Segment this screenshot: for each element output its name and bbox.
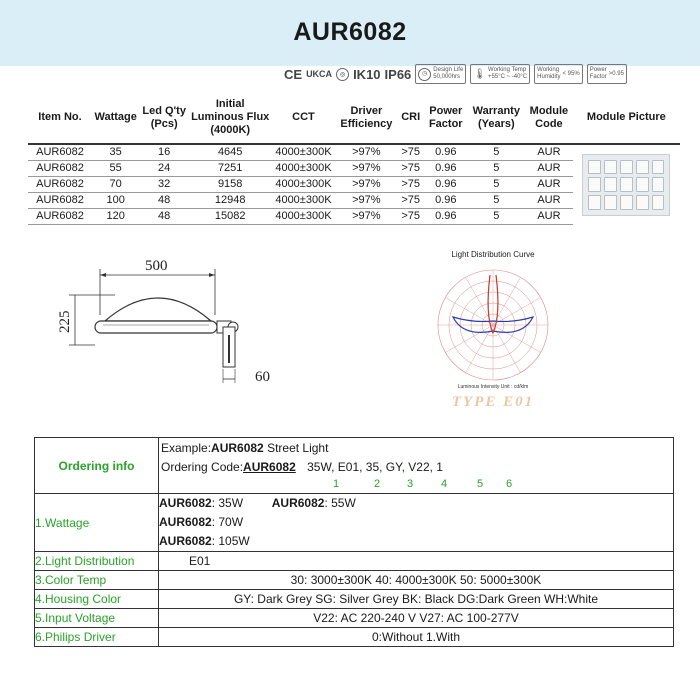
cell-flux: 12948 bbox=[189, 193, 272, 209]
cell-warranty: 5 bbox=[467, 144, 525, 161]
cell-item: AUR6082 bbox=[28, 177, 92, 193]
color-temp-row bbox=[35, 571, 674, 590]
code-position-numbers: 1 2 3 4 5 6 bbox=[333, 478, 513, 490]
cell-driver-eff: >97% bbox=[335, 177, 397, 193]
cell-flux: 7251 bbox=[189, 161, 272, 177]
cell-led-qty: 48 bbox=[139, 209, 189, 225]
cell-item: AUR6082 bbox=[28, 209, 92, 225]
arm-dimension: 60 bbox=[255, 369, 270, 385]
cell-cri: >75 bbox=[397, 193, 424, 209]
cell-warranty: 5 bbox=[467, 177, 525, 193]
housing-color-label: 4.Housing Color bbox=[35, 590, 159, 609]
spec-header-row bbox=[28, 92, 680, 144]
input-voltage-value: V22: AC 220-240 V V27: AC 100-277V bbox=[159, 609, 674, 628]
col-item-no: Item No. bbox=[28, 92, 92, 144]
working-humidity-badge: Working Humidity < 95% bbox=[534, 64, 583, 84]
cell-pf: 0.96 bbox=[424, 193, 467, 209]
table-row bbox=[28, 144, 680, 161]
design-life-badge: ◷ Design Life 50,000hrs bbox=[415, 64, 466, 84]
cell-cri: >75 bbox=[397, 144, 424, 161]
cell-item: AUR6082 bbox=[28, 144, 92, 161]
cell-module-code: AUR bbox=[525, 209, 572, 225]
cell-module-code: AUR bbox=[525, 161, 572, 177]
cell-module-code: AUR bbox=[525, 144, 572, 161]
cell-pf: 0.96 bbox=[424, 161, 467, 177]
cell-driver-eff: >97% bbox=[335, 209, 397, 225]
width-dimension: 500 bbox=[145, 258, 168, 274]
light-distribution-row bbox=[35, 552, 674, 571]
col-cct: CCT bbox=[271, 92, 335, 144]
cell-led-qty: 32 bbox=[139, 177, 189, 193]
cell-module-code: AUR bbox=[525, 193, 572, 209]
light-curve-title: Light Distribution Curve bbox=[451, 250, 535, 259]
col-wattage: Wattage bbox=[92, 92, 139, 144]
color-temp-value: 30: 3000±300K 40: 4000±300K 50: 5000±300K bbox=[159, 571, 674, 590]
dimension-drawing bbox=[55, 255, 305, 385]
cell-item: AUR6082 bbox=[28, 193, 92, 209]
color-temp-label: 3.Color Temp bbox=[35, 571, 159, 590]
input-voltage-row bbox=[35, 609, 674, 628]
cell-flux: 15082 bbox=[189, 209, 272, 225]
cell-pf: 0.96 bbox=[424, 144, 467, 161]
cell-cct: 4000±300K bbox=[271, 209, 335, 225]
cell-led-qty: 48 bbox=[139, 193, 189, 209]
ik10-mark: IK10 bbox=[353, 66, 381, 82]
ordering-info-content bbox=[159, 438, 674, 494]
cell-driver-eff: >97% bbox=[335, 193, 397, 209]
col-module-code: Module Code bbox=[525, 92, 572, 144]
example-line: Example:AUR6082 Street Light bbox=[161, 441, 329, 455]
philips-driver-value: 0:Without 1.With bbox=[159, 628, 674, 647]
round-cert-icon: ◎ bbox=[336, 68, 349, 81]
cell-pf: 0.96 bbox=[424, 209, 467, 225]
module-picture-cell bbox=[573, 144, 680, 225]
led-module-picture bbox=[582, 154, 670, 216]
cell-warranty: 5 bbox=[467, 193, 525, 209]
cell-driver-eff: >97% bbox=[335, 144, 397, 161]
cell-pf: 0.96 bbox=[424, 177, 467, 193]
cell-wattage: 100 bbox=[92, 193, 139, 209]
cell-cct: 4000±300K bbox=[271, 177, 335, 193]
col-luminous-flux: Initial Luminous Flux (4000K) bbox=[189, 92, 272, 144]
ordering-info-label: Ordering info bbox=[35, 438, 159, 494]
cell-wattage: 35 bbox=[92, 144, 139, 161]
wattage-values: AUR6082: 35W AUR6082: 55W AUR6082: 70W AUR6082: 105W bbox=[159, 494, 674, 552]
certification-strip bbox=[284, 63, 694, 85]
cell-led-qty: 16 bbox=[139, 144, 189, 161]
col-led-qty: Led Q'ty (Pcs) bbox=[139, 92, 189, 144]
col-module-picture: Module Picture bbox=[573, 92, 680, 144]
cell-led-qty: 24 bbox=[139, 161, 189, 177]
cell-cri: >75 bbox=[397, 209, 424, 225]
title-banner bbox=[0, 0, 700, 66]
col-cri: CRI bbox=[397, 92, 424, 144]
working-temp-badge: 🌡 Working Temp +55°C ~ -40°C bbox=[470, 64, 530, 84]
input-voltage-label: 5.Input Voltage bbox=[35, 609, 159, 628]
philips-driver-row bbox=[35, 628, 674, 647]
wattage-label: 1.Wattage bbox=[35, 494, 159, 552]
cell-item: AUR6082 bbox=[28, 161, 92, 177]
cell-module-code: AUR bbox=[525, 177, 572, 193]
height-dimension: 225 bbox=[57, 310, 73, 333]
ordering-table bbox=[34, 437, 674, 647]
specification-table bbox=[28, 92, 680, 225]
thermometer-icon: 🌡 bbox=[473, 68, 487, 80]
cell-flux: 4645 bbox=[189, 144, 272, 161]
cell-cct: 4000±300K bbox=[271, 161, 335, 177]
col-warranty: Warranty (Years) bbox=[467, 92, 525, 144]
housing-color-row bbox=[35, 590, 674, 609]
col-power-factor: Power Factor bbox=[424, 92, 467, 144]
light-curve-unit: Luminous Intensity Unit : cd/klm bbox=[457, 384, 529, 390]
cell-wattage: 55 bbox=[92, 161, 139, 177]
product-title: AUR6082 bbox=[293, 18, 407, 46]
distribution-type: TYPE E01 bbox=[451, 394, 535, 410]
cell-cri: >75 bbox=[397, 161, 424, 177]
cell-cct: 4000±300K bbox=[271, 144, 335, 161]
philips-driver-label: 6.Philips Driver bbox=[35, 628, 159, 647]
cell-cct: 4000±300K bbox=[271, 193, 335, 209]
power-factor-badge: Power Factor >0.95 bbox=[587, 64, 627, 84]
cell-warranty: 5 bbox=[467, 209, 525, 225]
ordering-code-line: Ordering Code:AUR6082 35W, E01, 35, GY, V22, 1 bbox=[161, 460, 443, 474]
cell-driver-eff: >97% bbox=[335, 161, 397, 177]
cell-warranty: 5 bbox=[467, 161, 525, 177]
ordering-info-row bbox=[35, 438, 674, 494]
ip66-mark: IP66 bbox=[384, 66, 412, 82]
clock-icon: ◷ bbox=[418, 68, 431, 81]
col-driver-efficiency: Driver Efficiency bbox=[335, 92, 397, 144]
light-distribution-value: E01 bbox=[159, 552, 674, 571]
ce-mark: CE bbox=[284, 66, 303, 82]
light-distribution-label: 2.Light Distribution bbox=[35, 552, 159, 571]
cell-cri: >75 bbox=[397, 177, 424, 193]
cell-wattage: 70 bbox=[92, 177, 139, 193]
cell-flux: 9158 bbox=[189, 177, 272, 193]
ukca-mark: UKCA bbox=[306, 69, 333, 79]
housing-color-value: GY: Dark Grey SG: Silver Grey BK: Black DG:Dark Green WH:White bbox=[159, 590, 674, 609]
cell-wattage: 120 bbox=[92, 209, 139, 225]
wattage-option-row bbox=[35, 494, 674, 552]
